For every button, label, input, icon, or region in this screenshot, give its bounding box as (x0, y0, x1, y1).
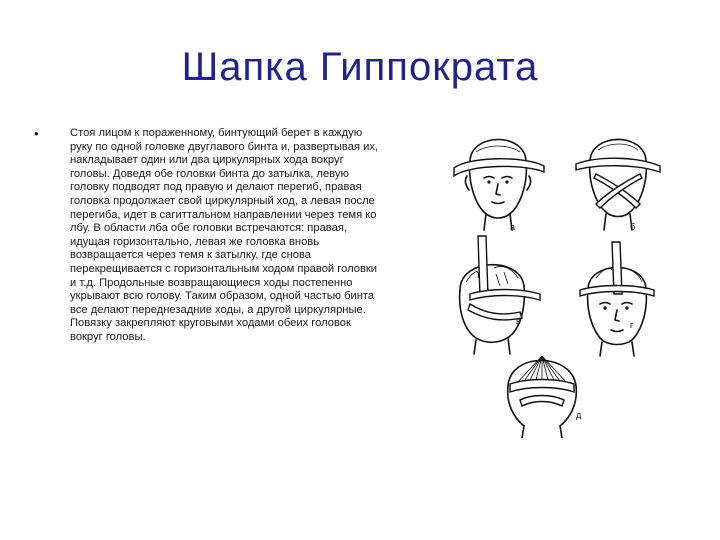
bullet-marker: • (34, 126, 39, 141)
bandage-drawing (440, 118, 670, 438)
head-a-front (454, 140, 544, 231)
bandage-illustration (440, 118, 670, 438)
head-v-side (460, 236, 540, 354)
body-paragraph: Стоя лицом к пораженному, бинтующий берет в каждую руку по одной головке двуглавого бинта и, развертывая их, накладывает один или два циркулярных хода вокруг головы. Доведя обе головки бинта до затылка, левую головку подводят под правую и делают перегиб, правая головка продолжает свой циркулярный ход, а левая после перегиба, идет в сагиттальном направлении через темя ко лбу. В области лба обе головки встречаются: правая, идущая горизонтально, левая же головка вновь возвращается через темя к затылку, где снова перекрещивается с горизонтальным ходом правой головки и т.д. Продольные возвращающиеся ходы постепенно укрывают всю голову. Таким образом, одной частью бинта все делают переднезадние ходы, а другой циркулярные. Повязку закрепляют круговыми ходами обеих головок вокруг головы. (70, 127, 379, 343)
head-b-back (576, 139, 660, 230)
figure-label-b: б (630, 222, 636, 232)
figure-label-a: а (510, 222, 516, 232)
slide-title: Шапка Гиппократа (181, 45, 539, 89)
head-g-front (580, 242, 654, 356)
figure-label-d: д (576, 410, 582, 420)
figure-label-g: г (630, 320, 634, 330)
figure-label-v: в (516, 316, 521, 326)
head-d-back-fan (508, 356, 577, 438)
